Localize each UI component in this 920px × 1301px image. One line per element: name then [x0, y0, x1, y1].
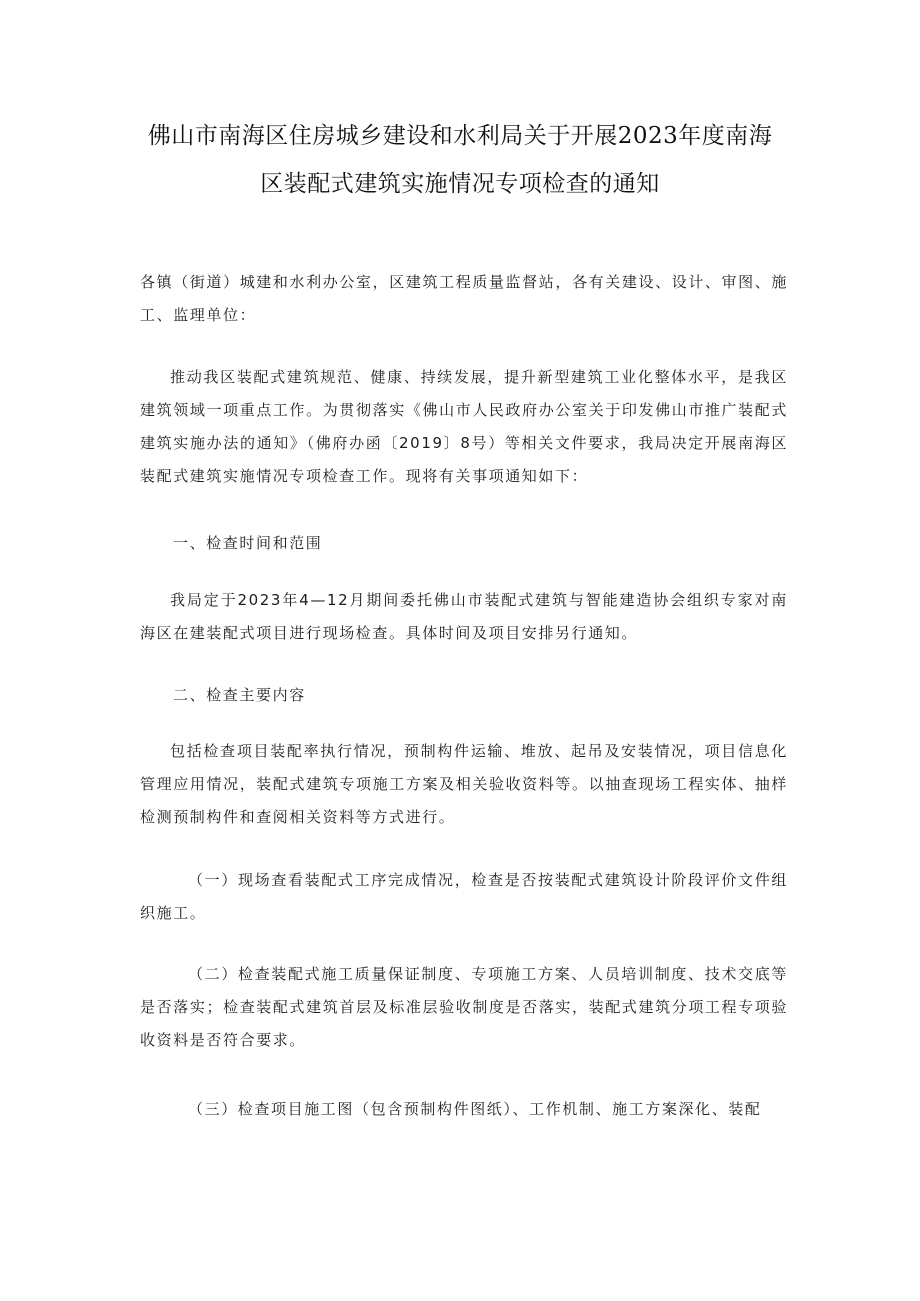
section-1-body: 我局定于2023年4—12月期间委托佛山市装配式建筑与智能建造协会组织专家对南海区在建装配式项目进行现场检查。具体时间及项目安排另行通知。 [140, 591, 788, 642]
section-2-body: 包括检查项目装配率执行情况，预制构件运输、堆放、起吊及安装情况，项目信息化管理应用情况，装配式建筑专项施工方案及相关验收资料等。以抽查现场工程实体、抽样检测预制构件和查阅相关资料等方式进行。 [140, 742, 788, 826]
salutation: 各镇（街道）城建和水利办公室，区建筑工程质量监督站，各有关建设、设计、审图、施工、监理单位： [140, 273, 788, 324]
section-2-heading: 二、检查主要内容 [173, 686, 306, 704]
item-3: （三）检查项目施工图（包含预制构件图纸）、工作机制、施工方案深化、装配 [188, 1100, 762, 1118]
section-1-heading: 一、检查时间和范围 [173, 534, 323, 552]
item-2: （二）检查装配式施工质量保证制度、专项施工方案、人员培训制度、技术交底等是否落实；检查装配式建筑首层及标准层验收制度是否落实，装配式建筑分项工程专项验收资料是否符合要求。 [140, 965, 788, 1049]
intro-paragraph: 推动我区装配式建筑规范、健康、持续发展，提升新型建筑工业化整体水平，是我区建筑领域一项重点工作。为贯彻落实《佛山市人民政府办公室关于印发佛山市推广装配式建筑实施办法的通知》（佛府办函〔2019〕8号）等相关文件要求，我局决定开展南海区装配式建筑实施情况专项检查工作。现将有关事项通知如下： [140, 368, 788, 485]
document-title: 佛山市南海区住房城乡建设和水利局关于开展2023年度南海区装配式建筑实施情况专项检查的通知 [147, 123, 773, 197]
item-1: （一）现场查看装配式工序完成情况，检查是否按装配式建筑设计阶段评价文件组织施工。 [140, 871, 788, 922]
